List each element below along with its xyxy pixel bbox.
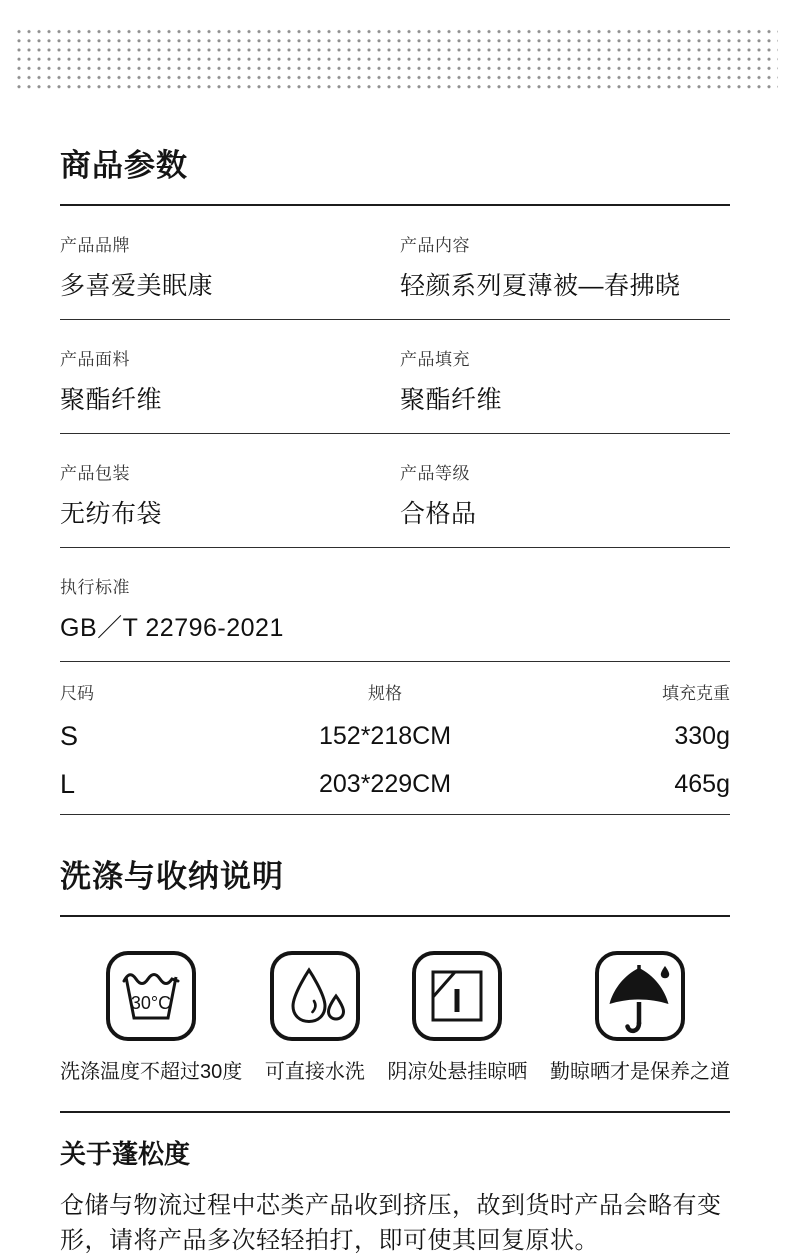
param-brand: [60, 231, 400, 302]
care-label: 勤晾晒才是保养之道: [549, 1061, 730, 1083]
care-item-wash-temp: [60, 950, 242, 1084]
param-grade: [400, 459, 730, 530]
weight-cell: 330g: [674, 722, 730, 750]
spec-cell: 203*229CM: [318, 770, 452, 798]
section-title-product-params: 商品参数: [60, 148, 188, 183]
dot-pattern-banner: [14, 27, 778, 89]
param-row-fabric-filling: [60, 320, 730, 434]
drip-dry-shade-icon: [411, 950, 503, 1042]
care-icons-row: [60, 950, 730, 1084]
param-row-brand-content: [60, 206, 730, 320]
param-value: 多喜爱美眠康: [60, 272, 214, 300]
fluffiness-note: 仓储与物流过程中芯类产品收到挤压，故到货时产品会略有变形，请将产品多次轻轻拍打，即可使其回复原状。: [60, 1192, 722, 1255]
param-value: 无纺布袋: [60, 500, 163, 528]
wash-basin-30c-icon: [105, 950, 197, 1042]
param-label: 产品内容: [400, 236, 470, 255]
param-value: 轻颜系列夏薄被—春拂晓: [400, 272, 681, 300]
param-label: 产品面料: [60, 350, 130, 369]
page-content: [0, 140, 790, 1258]
param-value: GB／T 22796-2021: [60, 614, 284, 642]
weight-col-header: 填充克重: [662, 684, 730, 703]
size-table-header: [60, 679, 730, 704]
param-label: 产品等级: [400, 464, 470, 483]
care-label: 可直接水洗: [264, 1061, 365, 1083]
param-label: 产品包装: [60, 464, 130, 483]
param-label: 产品品牌: [60, 236, 130, 255]
table-row: [60, 752, 730, 800]
umbrella-icon: [594, 950, 686, 1042]
param-value: 合格品: [400, 500, 477, 528]
size-cell: S: [60, 721, 79, 751]
section-title-care: 洗涤与收纳说明: [60, 859, 284, 894]
param-value: 聚酯纤维: [400, 386, 503, 414]
weight-cell: 465g: [674, 770, 730, 798]
param-package: [60, 459, 400, 530]
size-cell: L: [60, 769, 76, 799]
wash-temp-text: 30°C: [131, 993, 172, 1013]
param-filling: [400, 345, 730, 416]
care-label: 洗涤温度不超过30度: [60, 1061, 243, 1083]
param-row-package-grade: [60, 434, 730, 548]
table-row: [60, 704, 730, 752]
care-item-drip-dry-shade: [387, 950, 527, 1084]
care-label: 阴凉处悬挂晾晒: [387, 1061, 528, 1083]
care-item-sun-dry: [550, 950, 730, 1084]
size-table: [60, 662, 730, 815]
param-standard: [60, 573, 730, 644]
care-item-water-wash: [265, 950, 365, 1084]
section-title-fluffiness: 关于蓬松度: [60, 1139, 191, 1169]
divider: [60, 915, 730, 917]
spec-cell: 152*218CM: [318, 722, 452, 750]
param-fabric: [60, 345, 400, 416]
size-col-header: 尺码: [60, 684, 94, 703]
param-value: 聚酯纤维: [60, 386, 163, 414]
param-row-standard: [60, 548, 730, 662]
spec-col-header: 规格: [368, 684, 402, 703]
divider: [60, 1111, 730, 1113]
param-content: [400, 231, 730, 302]
water-drops-icon: [269, 950, 361, 1042]
param-label: 产品填充: [400, 350, 470, 369]
param-label: 执行标准: [60, 578, 130, 597]
